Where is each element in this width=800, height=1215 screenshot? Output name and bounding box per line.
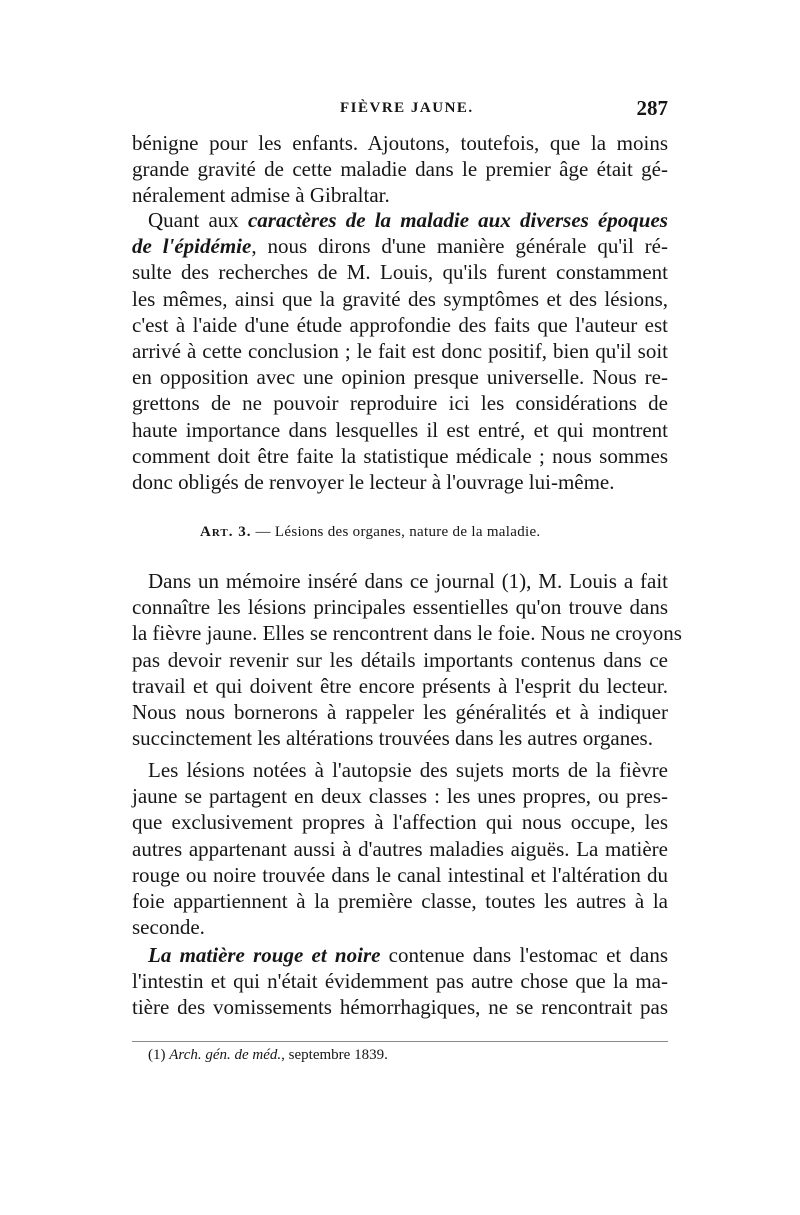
text-line: grande gravité de cette maladie dans le premier âge était gé- — [132, 157, 668, 182]
italic-phrase: La matière rouge et noire — [148, 943, 381, 967]
article-label: Art. 3. — [200, 524, 252, 540]
text-line: travail et qui doivent être encore présents à l'esprit du lecteur. — [132, 673, 668, 698]
text-line: autres appartenant aussi à d'autres maladies aiguës. La matière — [132, 836, 668, 861]
paragraph-5 — [132, 942, 668, 1021]
text-line — [132, 207, 668, 233]
text-line: pas devoir revenir sur les détails importants contenus dans ce — [132, 647, 668, 672]
text-line: Dans un mémoire inséré dans ce journal (1), M. Louis a fait — [148, 569, 668, 593]
text-line: donc obligés de renvoyer le lecteur à l'ouvrage lui-même. — [132, 470, 615, 495]
text-line: Les lésions notées à l'autopsie des sujets morts de la fièvre — [148, 758, 668, 782]
footnote-divider — [132, 1041, 668, 1042]
text-run: , nous dirons d'une manière générale qu'il ré- — [251, 234, 668, 259]
footnote — [148, 1046, 388, 1064]
text-run: contenue dans l'estomac et dans — [380, 943, 668, 967]
running-header — [130, 96, 668, 122]
footnote-source: Arch. gén. de méd. — [169, 1047, 282, 1063]
text-line: néralement admise à Gibraltar. — [132, 183, 390, 208]
text-line: Nous nous bornerons à rappeler les généralités et à indiquer — [132, 700, 668, 725]
italic-phrase: caractères de la maladie aux diverses époques — [247, 208, 668, 232]
text-line — [132, 233, 668, 259]
text-line: sulte des recherches de M. Louis, qu'ils furent constamment — [132, 260, 668, 285]
running-title: FIÈVRE JAUNE. — [340, 100, 474, 116]
text-line: arrivé à cette conclusion ; le fait est donc positif, bien qu'il soit — [132, 339, 668, 364]
text-line: tière des vomissements hémorrhagiques, ne se rencontrait pas — [132, 995, 668, 1020]
text-line: grettons de ne pouvoir reproduire ici les considérations de — [132, 391, 668, 416]
text-line: c'est à l'aide d'une étude approfondie des faits que l'auteur est — [132, 312, 668, 337]
text-line: comment doit être faite la statistique médicale ; nous sommes — [132, 443, 668, 468]
text-line: connaître les lésions principales essentielles qu'on trouve dans — [132, 595, 668, 620]
text-line: rouge ou noire trouvée dans le canal intestinal et l'altération du — [132, 862, 668, 887]
paragraph-4 — [132, 757, 668, 940]
text-line: seconde. — [132, 915, 205, 940]
text-line: haute importance dans lesquelles il est entré, et qui montrent — [132, 417, 668, 442]
italic-phrase: de l'épidémie — [132, 234, 252, 259]
text-line — [132, 942, 668, 968]
text-line: bénigne pour les enfants. Ajoutons, toutefois, que la moins — [132, 131, 668, 155]
text-line: les mêmes, ainsi que la gravité des symptômes et des lésions, — [132, 286, 668, 311]
text-run: Quant aux — [148, 208, 248, 232]
paragraph-3 — [132, 568, 682, 751]
text-line: succinctement les altérations trouvées dans les autres organes. — [132, 726, 653, 751]
page-number: 287 — [636, 96, 668, 120]
text-line: la fièvre jaune. Elles se rencontrent dans le foie. Nous ne croyons — [132, 621, 682, 646]
text-line: que exclusivement propres à l'affection qui nous occupe, les — [132, 810, 668, 835]
paragraph-2 — [132, 207, 668, 495]
text-line: foie appartiennent à la première classe, toutes les autres à la — [132, 889, 668, 914]
footnote-marker: (1) — [148, 1047, 166, 1063]
text-line: l'intestin et qui n'était évidemment pas autre chose que la ma- — [132, 969, 668, 994]
section-heading — [200, 524, 610, 541]
text-line: en opposition avec une opinion presque universelle. Nous re- — [132, 365, 668, 390]
text-line: jaune se partagent en deux classes : les unes propres, ou pres- — [132, 784, 668, 809]
footnote-text: , septembre 1839. — [281, 1047, 388, 1063]
paragraph-1 — [132, 130, 668, 209]
section-title: — Lésions des organes, nature de la maladie. — [255, 524, 541, 540]
